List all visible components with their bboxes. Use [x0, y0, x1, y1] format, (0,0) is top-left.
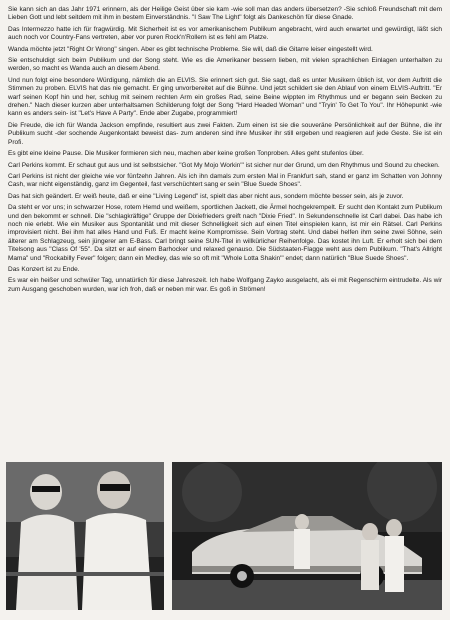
paragraph: Carl Perkins ist nicht der gleiche wie vor fünfzehn Jahren. Als ich ihn damals zum ersten Mal in Frankfurt sah, stand er ganz im Schatten von Johnny Cash, war nicht eigenständig, ganz im Gegenteil, fast verschüchtert sang er sein "Blue Suede Shoes". — [8, 172, 442, 189]
paragraph: Die Freude, die ich für Wanda Jackson empfinde, resultiert aus zwei Fakten. Zum einen ist sie die souveräne Persönlichkeit auf der Bühne, die ihr Publikum sucht -der sochende Augenkontakt beweist das- zum anderen sind ihre Musiker ihr still ergeben und reagieren auf jede Geste. Sie ist ein Profi. — [8, 121, 442, 146]
paragraph: Es gibt eine kleine Pause. Die Musiker formieren sich neu, machen aber keine großen Tonproben. Alles geht stufenlos über. — [8, 150, 364, 158]
photo-portrait — [6, 462, 164, 610]
paragraph: Sie entschuldigt sich beim Publikum und der Song steht. Wie es die Amerikaner bessern lieben, mit vielen sprachlichen Einlagen unterhalten zu werden, so macht es Wanda auch an diesem Abend. — [8, 57, 442, 73]
paragraph: Da steht er vor uns; in schwarzer Hose, rotem Hemd und weißem, sportlichen Jackett, die Ärmel hochgekrempelt. Er sucht den Kontakt zum Publikum und den bekommt er schnell. Die "schlagkräftige" Gruppe der Dixiefrieders greift nach "Dixie Fried". In Sekundenschnelle ist Carl dabei. Das habe ich noch nie erlebt. Wie ein Musiker aus Spontanität und mit dieser Schnelligkeit sich auf einen Titel einspielen kann, ist mir ein Rätsel. Carl Perkins improvisiert nicht. Bei ihm hat alles Hand und Fuß. Er macht keine Kompromisse. Sein Vortrag steht. Und dabei helfen ihm seine zwei Söhne, sein älterer am Schlagzeug, sein jüngerer am E-Bass. Carl bringt seine SUN-Titel in willkürlicher Reihenfolge. Das kostet ihn Luft. Er erholt sich bei dem Titelsong aus "Class Of '55". Da sitzt er auf einem Barhocker und relaxed genauso. Die Südstaaten-Flagge weht aus dem Publikum. "That's Allright Mama" und "Rockabilly Fever" folgen; dann ein Medley, das wie so oft mit "Whole Lotta Shakin'" endet; dann natürlich "Blue Suede Shoes". — [8, 204, 442, 262]
photo-car-group — [172, 462, 442, 610]
paragraph: Das Konzert ist zu Ende. — [8, 265, 80, 273]
article-body — [8, 6, 442, 297]
paragraph: Sie kann sich an das Jahr 1971 erinnern, als der Heilige Geist über sie kam -wie soll man das anders übersetzen? -Sie schloß Freundschaft mit dem Lieben Gott und lebt seitdem mit ihm in bestem Einverständnis. "I Saw The Light" folgt als Dankeschön für diese Gnade. — [8, 6, 442, 22]
paragraph: Es war ein heißer und schwüler Tag, unnatürlich für diese Jahreszeit. Ich habe Wolfgang Zayko ausgelacht, als ei mit Regenschirm eintrudelte. Als wir zum Ausgang geschoben wurden, war ich froh, daß er neben mir war. Es goß in Strömen! — [8, 277, 442, 293]
paragraph: Und nun folgt eine besondere Würdigung, nämlich die an ELVIS. Sie erinnert sich gut. Sie sagt, daß es unter Musikern üblich ist, vor dem Auftritt die Stimmen zu proben. ELVIS hat das nie gemacht. Er ging unvorbereitet auf die Bühne. Und jetzt schildert sie den Ablauf von einem ELVIS-Auftritt. "Er warf seinen Kopf hin und her, schlug mit seinem rechten Arm ein großes Rad, seine Beine wippten im Rhythmus und er begann sein Becken zu drehen." Nach dieser kurzen aber unterhaltsamen Schilderung folgt der Song "Hard Headed Woman" und "Tryin' To Get To You". Ihr Höhepunkt -wie kann es anders sein- ist "Let's Have A Party". Ende aber Zugabe, programmiert! — [8, 76, 442, 118]
paragraph: Carl Perkins kommt. Er schaut gut aus und ist selbstsicher. "Got My Mojo Workin'" ist sicher nur der Grund, um den Rhythmus und Sound zu checken. — [8, 161, 440, 169]
paragraph: Wanda möchte jetzt "Right Or Wrong" singen. Aber es gibt technische Probleme. Sie will, daß die Gitarre leiser eingestellt wird. — [8, 45, 373, 53]
paragraph: Das hat sich geändert. Er weiß heute, daß er eine "Living Legend" ist, spielt das aber nicht aus, sondern möchte besser sein, als je zuvor. — [8, 192, 404, 200]
paragraph: Das Intermezzo hatte ich für fragwürdig. Mit Sicherheit ist es vor amerikanischem Publikum angebracht, wird auch erwartet und gewürdigt, läßt sich auch noch vor Country-Fans vertreten, aber vor puren Rock'n'Rollern ist es fehl am Platze. — [8, 25, 442, 42]
